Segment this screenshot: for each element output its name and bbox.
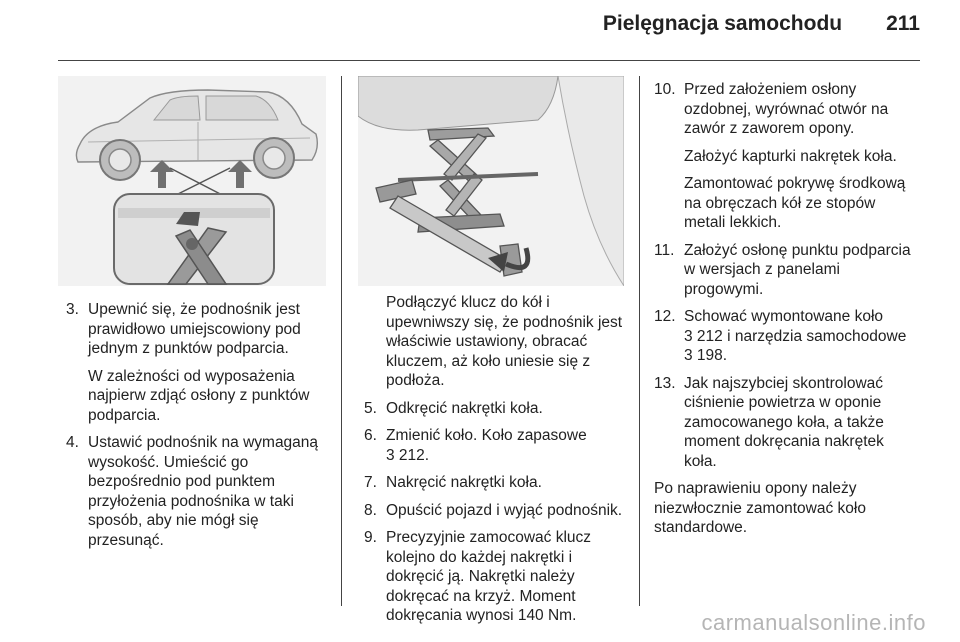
step-5	[364, 399, 630, 419]
page-reference-link[interactable]: 3 198.	[684, 347, 728, 364]
car-jack-diagram	[58, 76, 326, 286]
left-column	[66, 300, 328, 558]
column-divider-right	[639, 76, 640, 606]
step-3	[66, 300, 328, 425]
step-text: Ustawić podnośnik na wymaganą wysokość. Umieścić go bezpośrednio pod punktem przyłożenia podnośnika w taki sposób, aby nie mógł się przesunąć.	[88, 434, 319, 549]
step-number: 6.	[364, 427, 377, 444]
step-8	[364, 501, 630, 521]
step-text: Odkręcić nakrętki koła.	[386, 399, 543, 417]
step-text: Schować wymontowane koło	[684, 308, 884, 325]
closing-paragraph: Po naprawieniu opony należy niezwłocznie zamontować koło standardowe.	[654, 480, 866, 536]
step-text: Nakręcić nakrętki koła.	[386, 474, 542, 491]
watermark: carmanualsonline.info	[701, 610, 926, 635]
step-text: Precyzyjnie zamocować klucz kolejno do każdej nakrętki i dokręcić ją. Nakrętki należy dokręcać na krzyż. Moment dokręcania wynosi 140 Nm.	[386, 529, 592, 624]
step-number: 7.	[364, 474, 377, 491]
step-6	[364, 426, 630, 465]
step-12	[654, 307, 920, 366]
step-number: 8.	[364, 501, 377, 519]
step-number: 3.	[66, 301, 79, 318]
step-text: Zmienić koło. Koło zapasowe	[386, 427, 587, 444]
step-11	[654, 241, 920, 300]
car-jacking-points-illustration	[58, 76, 326, 286]
step-body	[684, 307, 920, 366]
step-number: 13.	[654, 374, 676, 392]
step-body	[684, 80, 920, 233]
step-number: 10.	[654, 81, 676, 98]
step-body	[88, 300, 328, 425]
step-4	[66, 433, 328, 550]
jack-crank-diagram	[358, 76, 624, 286]
step-body	[386, 426, 630, 465]
step-number: 12.	[654, 308, 676, 325]
header-divider	[58, 60, 920, 61]
page-number: 211	[886, 12, 920, 35]
step-13	[654, 374, 920, 472]
step-number: 5.	[364, 399, 377, 417]
jack-crank-illustration	[358, 76, 624, 286]
step-9	[364, 528, 630, 626]
page-reference-link[interactable]: 3 212	[684, 327, 723, 345]
step-text: Założyć osłonę punktu podparcia w wersjach z panelami progowymi.	[684, 241, 911, 298]
step-number: 9.	[364, 529, 377, 546]
step-note: Założyć kapturki nakrętek koła.	[684, 147, 897, 165]
step-note: Zamontować pokrywę środkową na obręczach kół ze stopów metali lekkich.	[684, 175, 906, 231]
page-reference-link[interactable]: 3 212.	[386, 446, 430, 464]
step-text: Upewnić się, że podnośnik jest prawidłowo umiejscowiony pod jednym z punktów podparcia.	[88, 301, 301, 357]
page-title: Pielęgnacja samochodu	[602, 12, 843, 35]
page-header	[603, 12, 920, 36]
step-note: W zależności od wyposażenia najpierw zdjąć osłony z punktów podparcia.	[88, 367, 310, 424]
step-text: Przed założeniem osłony ozdobnej, wyrównać otwór na zawór z zaworem opony.	[684, 81, 889, 137]
step-7	[364, 473, 630, 493]
step-10	[654, 80, 920, 233]
intro-paragraph: Podłączyć klucz do kół i upewniwszy się, że podnośnik jest właściwie ustawiony, obracać kluczem, aż koło uniesie się z podłoża.	[386, 294, 623, 389]
step-number: 4.	[66, 434, 79, 451]
middle-column	[364, 293, 630, 634]
step-text: Opuścić pojazd i wyjąć podnośnik.	[386, 501, 623, 519]
column-divider-left	[341, 76, 342, 606]
step-text: Jak najszybciej skontrolować ciśnienie powietrza w oponie zamocowanego koła, a także moment dokręcania nakrętek koła.	[684, 374, 884, 470]
step-number: 11.	[654, 241, 675, 259]
right-column	[654, 80, 920, 546]
step-text: i narzędzia samochodowe	[727, 327, 907, 345]
